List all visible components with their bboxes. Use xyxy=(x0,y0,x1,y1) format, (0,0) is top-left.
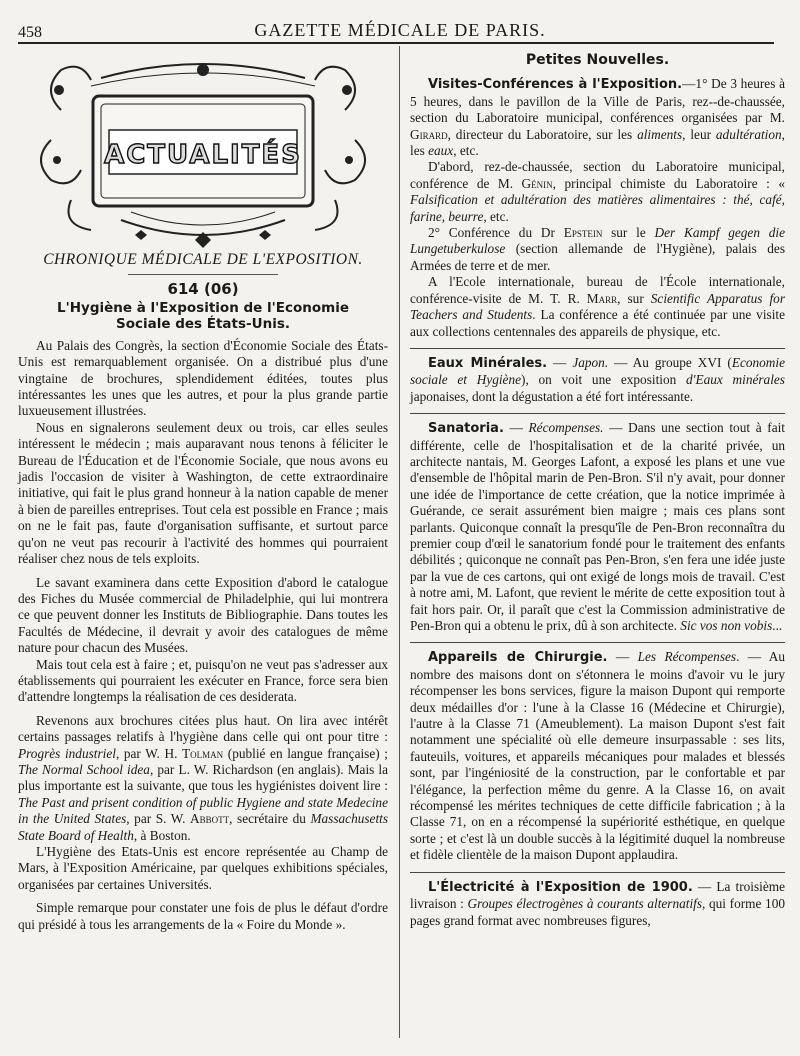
paragraph-2: Nous en signalerons seulement deux ou trois, car elles seules intéressent le médecin ; mais auparavant nous tenons à féliciter le Bureau de l'Éducation et de l'Économie Sociale, que nous avons eu jadis l'occasion de visiter à Washington, de cette extraordinaire initiative, qui fait le plus grand honneur à la nation capable de mener à bien de pareilles entreprises. Tout cela est possible en France ; mais on ne le fait pas, faute d'organisation suffisante, et surtout parce qu'on ne veut pas recourir à l'activité des hommes qui pourraient réaliser chez nous de tels exploits. xyxy=(18,419,388,567)
visites-text: —1° De 3 heures à 5 heures, dans le pavillon de la Ville de Paris, rez--de-chaussée, section du Laboratoire municipal, conférences organisées par M. xyxy=(410,76,785,126)
electricite-heading: L'Électricité à l'Exposition de 1900. xyxy=(428,879,693,895)
p5-text: , par L. W. Richardson (en anglais). Mais la plus importante est la suivante, que tous les hygiénistes doivent lire : xyxy=(18,761,389,794)
p5-board: Massachusetts State Board of Health xyxy=(18,811,389,843)
visites-girard: Girard xyxy=(410,126,448,142)
header-rule xyxy=(18,42,774,44)
paragraph-6: L'Hygiène des Etats-Unis est encore représentée au Champ de Mars, à l'Exposition Américaine, par quelques exhibitions spéciales, organisées par certaines Universités. xyxy=(18,844,388,892)
dabord-text: D'abord, rez-de-chaussée, section du Laboratoire municipal, conférence de M. xyxy=(410,159,785,191)
visites-heading: Visites-Conférences à l'Exposition. xyxy=(428,77,683,93)
ecole-marr: Marr xyxy=(586,290,618,306)
p5-author-tolman: Tolman xyxy=(182,745,224,761)
paragraph-5 xyxy=(18,713,388,844)
separator xyxy=(410,413,785,414)
sana-text: ... xyxy=(772,618,783,633)
eaux-paragraph xyxy=(410,355,785,405)
article-title-line-2: Sociale des États-Unis. xyxy=(115,315,291,332)
visites-text: , directeur du Laboratoire, sur les xyxy=(447,126,638,142)
visites-adulteration: adultération xyxy=(715,126,782,142)
visites-paragraph xyxy=(410,76,785,159)
ecole-paragraph xyxy=(410,274,785,340)
running-head: GAZETTE MÉDICALE DE PARIS. xyxy=(254,20,546,40)
electricite-paragraph xyxy=(410,879,785,929)
dabord-text: , etc. xyxy=(483,208,509,224)
eaux-text: japonaises, dont la dégustation a été fort intéressante. xyxy=(410,388,694,404)
p5-title-past: The Past and prisent condition of public Hygiene and state Medecine in the United States xyxy=(18,794,388,827)
appareils-paragraph xyxy=(410,649,785,863)
eaux-text: — Au groupe XVI ( xyxy=(608,354,732,370)
heading-rule xyxy=(128,274,278,275)
article-title xyxy=(18,300,388,332)
banner-word: ACTUALITÉS xyxy=(104,140,302,170)
conf2-text: sur le xyxy=(602,225,655,241)
article-number: 614 (06) xyxy=(167,280,239,299)
visites-text: , etc. xyxy=(453,143,479,159)
right-column xyxy=(410,50,785,929)
sana-text: — Dans une section tout à fait différente, celle de l'hospitalisation et de la charité privée, un architecte nantais, M. Georges Lafont, a exposé les plans et une vue d'ensemble de l'hôpital marin de Pen-Bron. S'il n'y avait, pour donner une idée de l'importance de cette création, que la notice imprimée à Guérande, ce serait assurément bien maigre ; mais ces plans sont parlants. Quiconque connaît la presqu'île de Pen-Bron reconnaîtra du premier coup d'œil le sanatorium fondé pour le traitement des enfants débilités ; quiconque ne connaît pas Pen-Bron, s'en fera une idée juste par la vue de ces cartons, qui ont exigé de longs mois de travail. C'est à notre ami, M. Lafont, que revient le mérite de cette exposition tout à fait hors pair. Or, il paraît que c'est la Commission administrative de Pen-Bron qui a obtenu le prix, dû à son architecte. xyxy=(410,420,786,633)
p5-text: , par S. W. xyxy=(126,811,191,827)
separator xyxy=(410,348,785,349)
petites-nouvelles-heading: Petites Nouvelles. xyxy=(525,52,670,68)
left-column xyxy=(18,50,388,933)
paragraph-1: Au Palais des Congrès, la section d'Économie Sociale des États-Unis est remarquablement organisée. On a distribué plus d'une vingtaine de brochures, splendidement éditées, toutes plus intéressantes les unes que les autres, et pour la plus grande partie luxueusement illustrées. xyxy=(18,337,388,419)
visites-text: , les xyxy=(410,126,785,159)
appareils-heading: Appareils de Chirurgie. xyxy=(428,650,608,666)
visites-aliments: aliments xyxy=(637,126,683,142)
p5-text: (publié en langue française) ; xyxy=(223,745,388,761)
eaux-text: ), on voit une exposition xyxy=(521,372,686,388)
sana-text: — xyxy=(503,420,529,436)
p5-title-normal-school: The Normal School idea xyxy=(18,761,150,777)
ecole-text: , sur xyxy=(617,290,651,306)
p5-text: , à Boston. xyxy=(133,827,191,843)
dabord-text: , principal chimiste du Laboratoire : « xyxy=(552,175,785,191)
eaux-text: — xyxy=(547,354,573,370)
dabord-paragraph xyxy=(410,159,785,225)
sanatoria-heading: Sanatoria. xyxy=(428,421,504,437)
conf2-der-kampf: Der Kampf gegen die Lungetuberkulose xyxy=(410,225,786,257)
actualites-banner xyxy=(31,50,375,250)
paragraph-7: Simple remarque pour constater une fois de plus le défaut d'ordre qui présidé à tous les arrangements de la « Foire du Monde ». xyxy=(18,900,388,932)
app-text: — xyxy=(607,649,638,665)
chronique-heading: CHRONIQUE MÉDICALE DE L'EXPOSITION. xyxy=(43,251,363,268)
app-recompenses: Les Récompenses xyxy=(637,649,737,665)
dabord-genin: Génin xyxy=(521,175,553,191)
sanatoria-paragraph xyxy=(410,420,785,634)
sana-recompenses: Récompenses. xyxy=(528,420,604,436)
conference-2-paragraph xyxy=(410,225,785,274)
app-text: . — Au nombre des maisons dont on s'étonnera le moins d'avoir vu le jury récompenser les bons services, figure la maison Dupont qui remporte deux médailles d'or : l'une à la Classe 16 (Médecine et Chirurgie), l'autre à la Classe 71 (Ameublement). La maison Dupont s'est fait notamment une spécialité où elle demeure insurpassable : ses lits, fauteuils, voitures, et appareils mécaniques pour malades et blessés sont, par l'ingéniosité de la construction, par le confortable et par l'élégance, la perfection même du genre. A la Classe 16, on avait récompensé les mérites techniques de cette difficile fabrication ; à la Classe 71, on en a récompensé la supériorité esthétique, en quelque sorte ; et c'est là un double succès à la légitimité duquel la nombreuse et fidèle clientèle de la maison Dupont applaudira. xyxy=(410,649,785,863)
visites-eaux: eaux xyxy=(428,143,454,159)
p5-title-progres: Progrès industriel xyxy=(18,745,116,761)
p5-author-abbott: Abbott xyxy=(190,811,230,827)
paragraph-3: Le savant examinera dans cette Exposition d'abord le catalogue des Fiches du Musée commercial de Philadelphie, qui lui montrera ce que peuvent donner les Instituts de Bibliographie. Dans toutes les Facultés de Médecine, il devrait y avoir des catalogues de même nature pour chacun des Musées. xyxy=(18,574,388,656)
column-divider xyxy=(399,46,400,1038)
elec-text: , qui forme 100 pages grand format avec nombreuses figures, xyxy=(410,896,786,928)
elec-groupes: Groupes électrogènes à courants alternatifs xyxy=(467,896,703,912)
separator xyxy=(410,872,785,873)
eaux-heading: Eaux Minérales. xyxy=(428,355,548,371)
elec-text: — La troisième livraison : xyxy=(410,878,785,912)
ecole-text: A l'Ecole internationale, bureau de l'École internationale, conférence-visite de M. T. R. xyxy=(410,274,785,306)
p5-text: , par W. H. xyxy=(115,745,183,761)
p5-text: , secrétaire du xyxy=(229,811,311,827)
separator xyxy=(410,642,785,643)
ecole-scientific: Scientific Apparatus for Teachers and Students xyxy=(410,290,785,323)
paragraph-4: Mais tout cela est à faire ; et, puisqu'on ne veut pas s'adresser aux établissements qui pourraient les exécuter en France, force sera bien d'attendre longtemps la réalisation de ces desiderata. xyxy=(18,656,388,705)
eaux-economie: Economie sociale et Hygiène xyxy=(410,354,785,388)
conf2-text: (section allemande de l'Hygiène), palais des Armées de terre et de mer. xyxy=(410,241,785,273)
conf2-text: 2° Conférence du Dr xyxy=(428,225,564,241)
eaux-japon: Japon. xyxy=(572,354,609,370)
sana-sic-vos: Sic vos non vobis xyxy=(680,618,773,633)
dabord-falsification: Falsification et adultération des matières alimentaires : thé, café, farine, beurre xyxy=(410,192,785,224)
page-number: 458 xyxy=(18,24,42,41)
article-title-line-1: L'Hygiène à l'Exposition de l'Economie xyxy=(56,299,350,316)
eaux-minerales: d'Eaux minérales xyxy=(685,372,785,388)
visites-text: , leur xyxy=(682,126,716,142)
conf2-epstein: Epstein xyxy=(563,225,603,241)
ecole-text: . La conférence a été continuée par une visite aux collections centennales des appareils de physique, etc. xyxy=(410,307,785,339)
p5-text: Revenons aux brochures citées plus haut. On lira avec intérêt certains passages relatifs à l'hygiène dans celle qui ont pour titre : xyxy=(18,712,388,745)
